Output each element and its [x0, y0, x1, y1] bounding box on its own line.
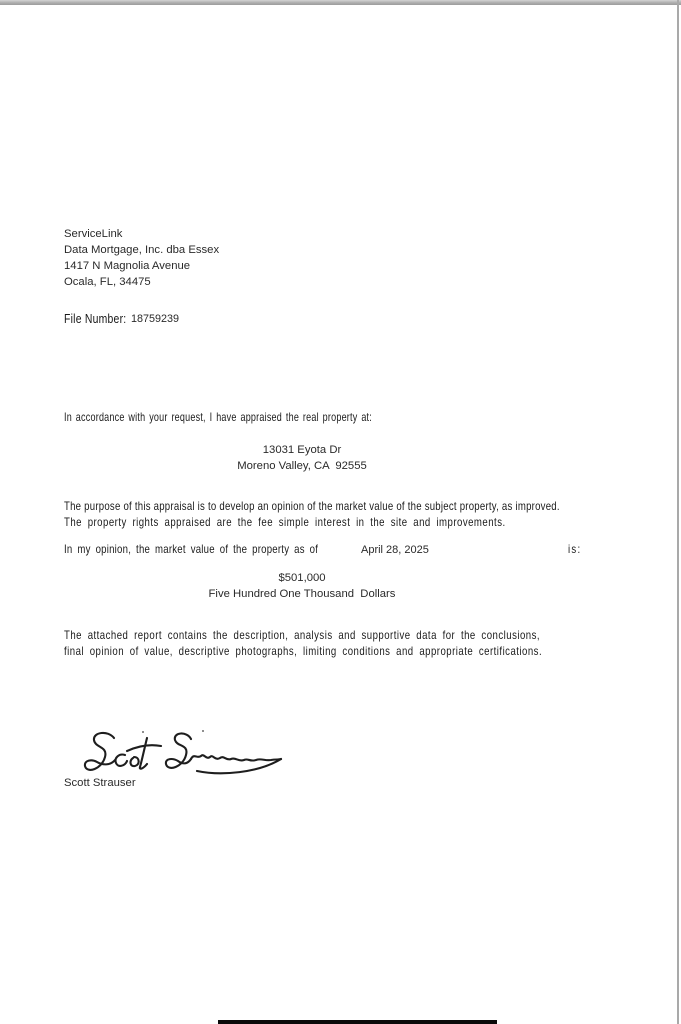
- sender-line-company: ServiceLink: [64, 228, 123, 240]
- intro-line: In accordance with your request, I have appraised the real property at:: [64, 410, 373, 424]
- purpose-line-1: The purpose of this appraisal is to develop an opinion of the market value of the subject property, as improved.: [64, 499, 560, 513]
- appraised-value-block: [0, 571, 604, 602]
- closing-line-2: final opinion of value, descriptive photographs, limiting conditions and appropriate certifications.: [64, 643, 543, 658]
- opinion-is-label: is:: [568, 542, 582, 556]
- sender-line-street: 1417 N Magnolia Avenue: [64, 260, 191, 272]
- top-edge-divider: [0, 0, 681, 5]
- appraised-value-words: Five Hundred One Thousand Dollars: [208, 587, 396, 600]
- signature-image: [80, 728, 286, 780]
- page-bottom-rule: [218, 1020, 497, 1024]
- property-city-state-zip: Moreno Valley, CA 92555: [237, 459, 367, 472]
- appraised-value-amount: $501,000: [278, 572, 326, 584]
- sender-address-block: [64, 226, 219, 290]
- purpose-paragraph: [64, 499, 681, 530]
- signatory-name: Scott Strauser: [64, 777, 136, 789]
- opinion-row: [64, 542, 624, 559]
- property-address-block: [0, 443, 604, 474]
- intro-paragraph: [64, 410, 475, 426]
- closing-line-1: The attached report contains the description, analysis and supportive data for the conclusions,: [64, 628, 541, 642]
- opinion-lead-text: In my opinion, the market value of the property as of: [64, 542, 319, 556]
- file-number-label: File Number:: [64, 311, 127, 326]
- appraisal-date: April 28, 2025: [361, 544, 429, 556]
- property-street: 13031 Eyota Dr: [262, 444, 342, 456]
- purpose-line-2: The property rights appraised are the fee simple interest in the site and improvements.: [64, 514, 506, 529]
- sender-line-dba: Data Mortgage, Inc. dba Essex: [64, 244, 220, 256]
- sender-line-city: Ocala, FL, 34475: [64, 276, 151, 288]
- file-number-value: 18759239: [131, 312, 180, 325]
- closing-paragraph: [64, 628, 662, 659]
- file-number-row: [64, 310, 364, 328]
